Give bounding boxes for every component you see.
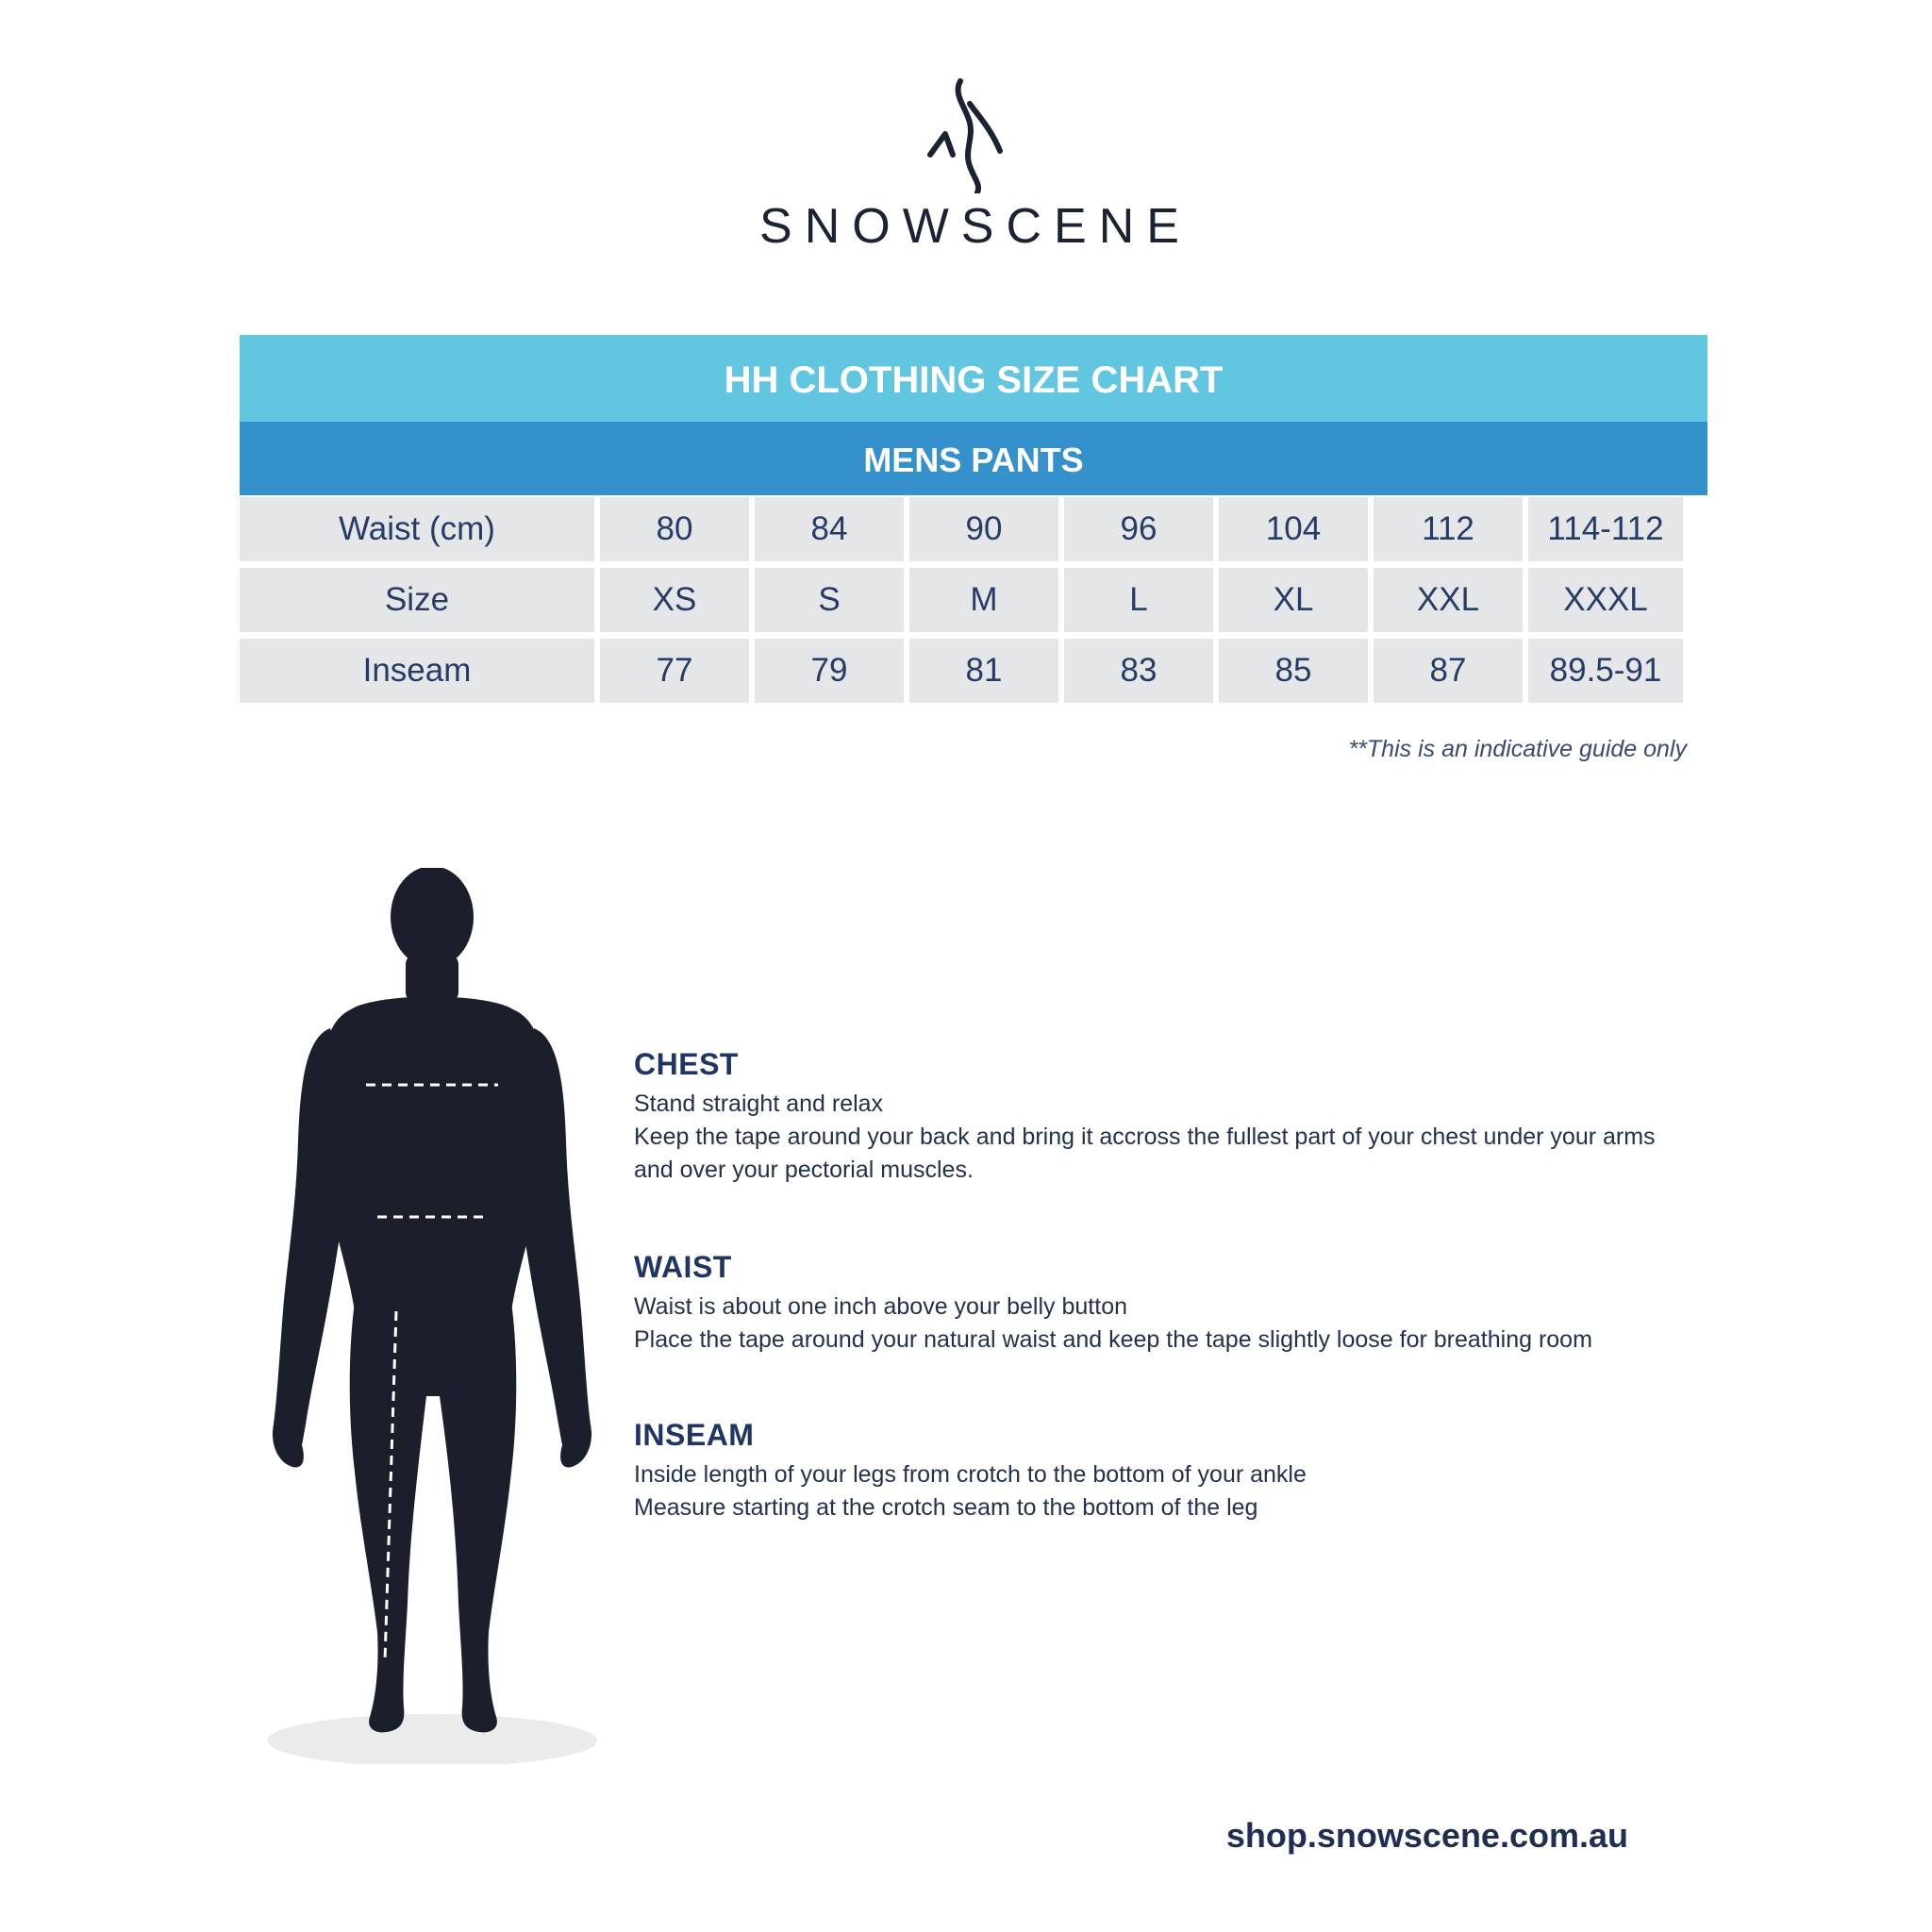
table-cell: 87 bbox=[1374, 639, 1523, 703]
table-cell: 114-112 bbox=[1528, 497, 1683, 561]
table-cell: 90 bbox=[909, 497, 1058, 561]
disclaimer-note: **This is an indicative guide only bbox=[1348, 736, 1687, 762]
table-cell: 104 bbox=[1219, 497, 1368, 561]
table-cell: XL bbox=[1219, 568, 1368, 632]
table-cell: 77 bbox=[600, 639, 749, 703]
snowscene-logo-mark-icon bbox=[924, 75, 1009, 193]
human-silhouette-icon bbox=[264, 868, 604, 1764]
table-cell: 84 bbox=[755, 497, 904, 561]
size-table bbox=[240, 497, 1707, 709]
table-cell: L bbox=[1064, 568, 1213, 632]
waist-line: Waist is about one inch above your belly button bbox=[634, 1293, 1127, 1320]
row-label: Size bbox=[240, 568, 594, 632]
chest-heading: CHEST bbox=[634, 1047, 739, 1081]
table-cell: 112 bbox=[1374, 497, 1523, 561]
table-cell: 79 bbox=[755, 639, 904, 703]
chest-line: Stand straight and relax bbox=[634, 1091, 884, 1117]
waist-line: Place the tape around your natural waist and keep the tape slightly loose for breathing room bbox=[634, 1326, 1592, 1353]
size-chart-subtitle: MENS PANTS bbox=[240, 422, 1707, 495]
chest-line: and over your pectorial muscles. bbox=[634, 1157, 974, 1183]
chest-line: Keep the tape around your back and bring it accross the fullest part of your chest under your arms bbox=[634, 1124, 1656, 1150]
table-cell: 96 bbox=[1064, 497, 1213, 561]
table-cell: 83 bbox=[1064, 639, 1213, 703]
table-cell: 89.5-91 bbox=[1528, 639, 1683, 703]
table-cell: XXL bbox=[1374, 568, 1523, 632]
table-cell: XXXL bbox=[1528, 568, 1683, 632]
table-cell: M bbox=[909, 568, 1058, 632]
waist-heading: WAIST bbox=[634, 1250, 732, 1284]
table-cell: 85 bbox=[1219, 639, 1368, 703]
size-chart-title: HH CLOTHING SIZE CHART bbox=[240, 335, 1707, 422]
table-cell: S bbox=[755, 568, 904, 632]
waist-guide bbox=[634, 1250, 1719, 1357]
table-row-size bbox=[240, 568, 1707, 632]
brand-name: SNOWSCENE bbox=[759, 199, 1191, 254]
table-cell: 81 bbox=[909, 639, 1058, 703]
table-row-waist bbox=[240, 497, 1707, 561]
table-cell: XS bbox=[600, 568, 749, 632]
website-url: shop.snowscene.com.au bbox=[1225, 1816, 1628, 1855]
table-row-inseam bbox=[240, 639, 1707, 703]
inseam-heading: INSEAM bbox=[634, 1418, 755, 1452]
table-cell: 80 bbox=[600, 497, 749, 561]
row-label: Waist (cm) bbox=[240, 497, 594, 561]
inseam-guide bbox=[634, 1418, 1719, 1524]
inseam-line: Measure starting at the crotch seam to the bottom of the leg bbox=[634, 1494, 1258, 1521]
inseam-line: Inside length of your legs from crotch to the bottom of your ankle bbox=[634, 1461, 1307, 1488]
chest-guide bbox=[634, 1047, 1719, 1187]
row-label: Inseam bbox=[240, 639, 594, 703]
